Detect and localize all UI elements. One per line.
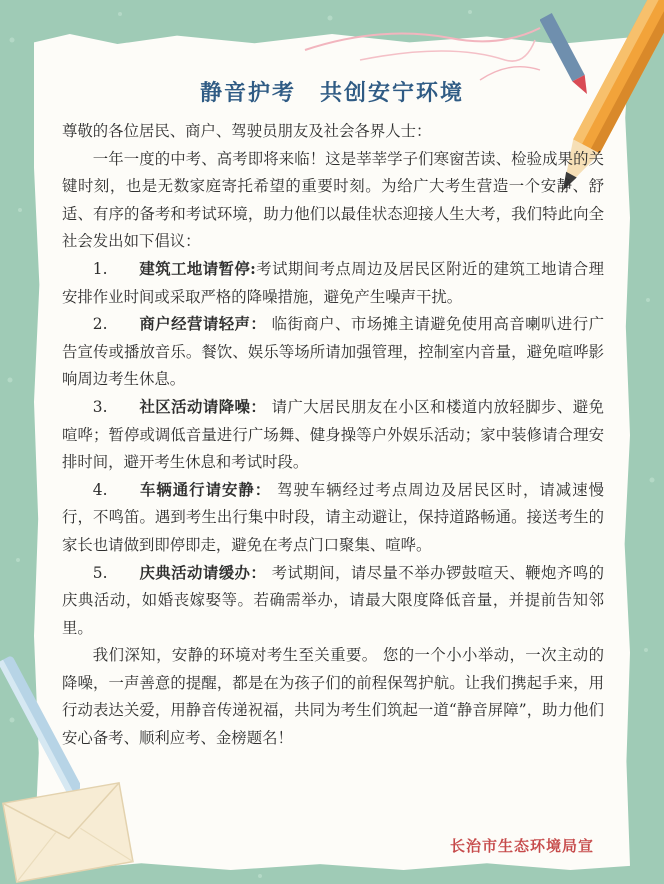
item-number: 4. (92, 480, 108, 499)
item-number: 5. (92, 563, 108, 582)
proposal-item (62, 311, 604, 394)
intro-paragraph: 一年一度的中考、高考即将来临！这是莘莘学子们寒窗苦读、检验成果的关键时刻，也是无数家庭寄托希望的重要时刻。为给广大考生营造一个安静、舒适、有序的备考和考试环境，助力他们以最佳状态迎接人生大考，我们特此向全社会发出如下倡议： (62, 149, 604, 251)
item-text: 临街商户、市场摊主请避免使用高音喇叭进行广告宣传或播放音乐。餐饮、娱乐等场所请加强管理，控制室内音量，避免喧哗影响周边考生休息。 (62, 315, 604, 389)
item-heading: 商户经营请轻声： (138, 315, 267, 334)
greeting: 尊敬的各位居民、商户、驾驶员朋友及社会各界人士： (62, 122, 432, 140)
proposal-item (62, 477, 604, 560)
item-text: 请广大居民朋友在小区和楼道内放轻脚步、避免喧哗；暂停或调低音量进行广场舞、健身操等户外娱乐活动；家中装修请合理安排时间，避开考生休息和考试时段。 (62, 397, 604, 472)
page-title: 静音护考 共创安宁环境 (199, 80, 464, 106)
item-number: 2. (92, 315, 108, 334)
item-heading: 庆典活动请缓办： (138, 563, 267, 582)
proposal-item (62, 560, 604, 643)
closing-paragraph: 我们深知，安静的环境对考生至关重要。 您的一个小小举动，一次主动的降噪，一声善意的提醒，都是在为孩子们的前程保驾护航。让我们携起手来，用行动表达关爱，用静音传递祝福，共同为考生们筑起一道“静音屏障”，助力他们安心备考、顺利应考、金榜题名！ (62, 646, 604, 748)
signature: 长治市生态环境局宣 (449, 837, 594, 855)
item-text: 驾驶车辆经过考点周边及居民区时，请减速慢行，不鸣笛。遇到考生出行集中时段，请主动避让，保持道路畅通。接送考生的家长也请做到即停即走，避免在考点门口聚集、喧哗。 (62, 480, 604, 554)
item-heading: 车辆通行请安静： (138, 480, 272, 499)
envelope-icon (0, 770, 140, 884)
item-heading: 社区活动请降噪： (138, 397, 267, 416)
item-number: 3. (92, 397, 108, 416)
proposal-item (62, 394, 604, 477)
proposal-item (62, 256, 604, 311)
letter-body (62, 118, 604, 753)
item-text: 考试期间，请尽量不举办锣鼓喧天、鞭炮齐鸣的庆典活动，如婚丧嫁娶等。若确需举办，请最大限度降低音量，并提前告知邻里。 (62, 563, 604, 637)
item-text: 考试期间考点周边及居民区附近的建筑工地请合理安排作业时间或采取严格的降噪措施，避免产生噪声干扰。 (62, 259, 604, 306)
item-heading: 建筑工地请暂停: (138, 259, 256, 278)
item-number: 1. (92, 259, 108, 278)
